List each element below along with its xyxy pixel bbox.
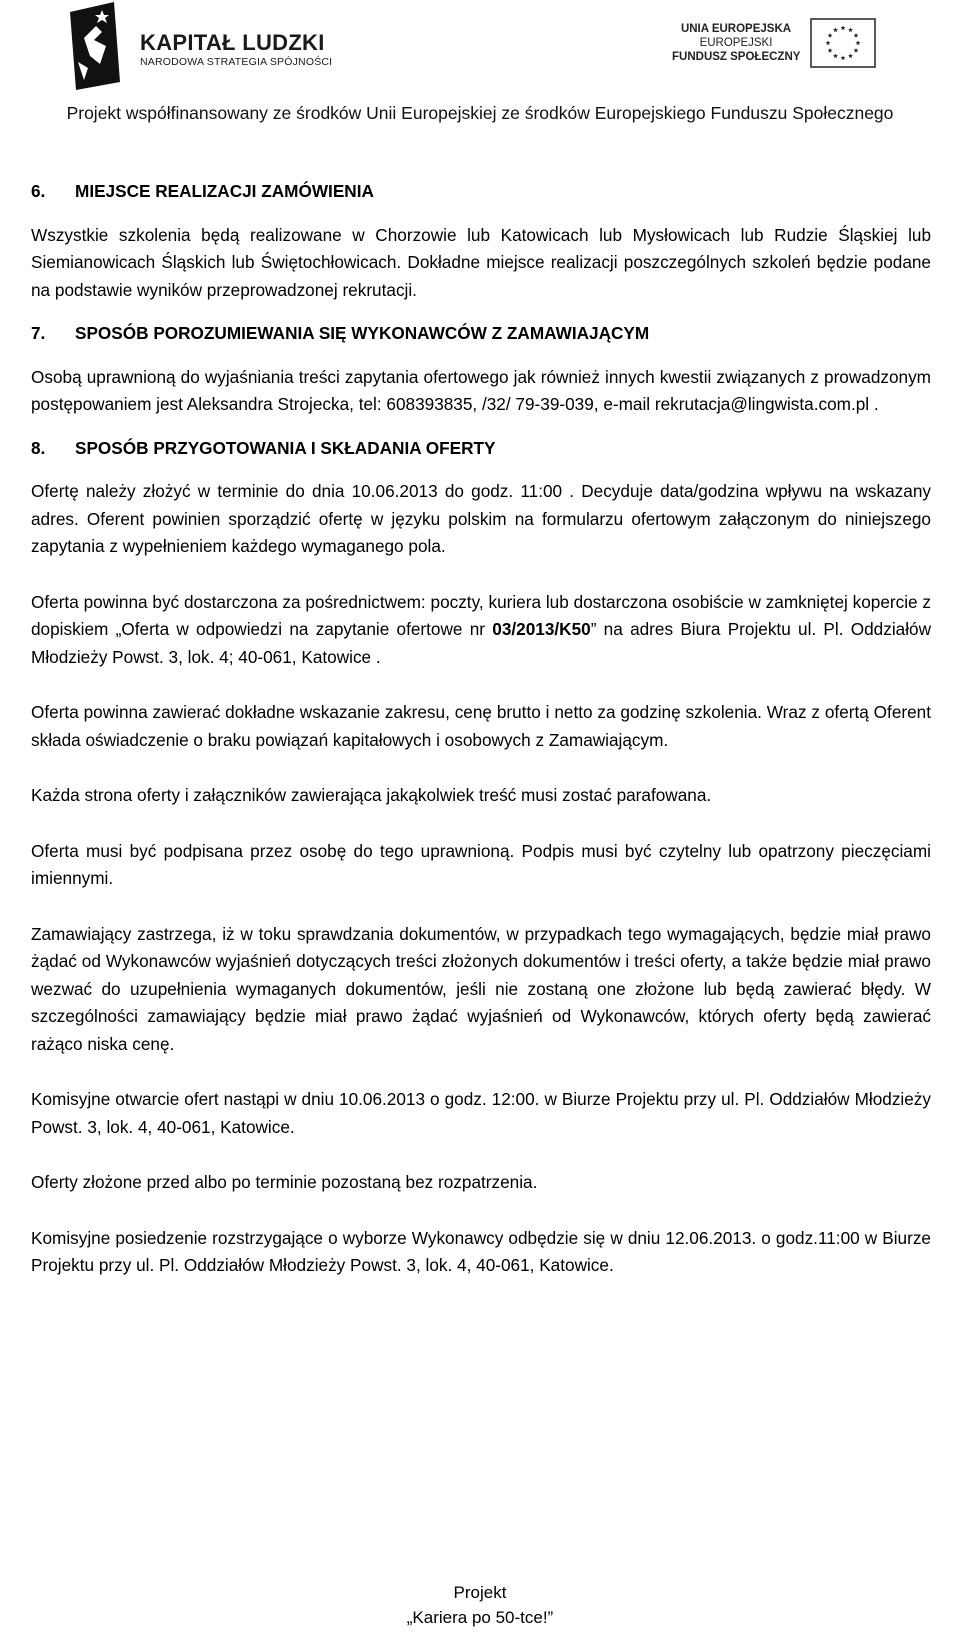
paragraph: Komisyjne posiedzenie rozstrzygające o wyborze Wykonawcy odbędzie się w dniu 12.06.2013. o godz.11:00 w Biurze Projektu przy ul. Pl. Oddziałów Młodzieży Powst. 3, lok. 4, 40-061, Katowice. [31, 1227, 931, 1275]
footer-line-2: „Kariera po 50-tce!” [406, 1608, 554, 1627]
paragraph: Każda strona oferty i załączników zawierająca jakąkolwiek treść musi zostać parafowana. [31, 785, 712, 805]
section-8-heading [31, 435, 931, 463]
eu-flag-icon [810, 18, 876, 68]
text-run: ” na adres Biura Projektu ul. Pl. Oddziałów Młodzieży Powst. 3, lok. 4; 40-061, Katowice . [31, 619, 931, 667]
eu-line-1: UNIA EUROPEJSKA [680, 23, 792, 35]
paragraph: Oferta musi być podpisana przez osobę do tego uprawnioną. Podpis musi być czytelny lub opatrzony pieczęciami imiennymi. [31, 840, 931, 888]
section-number: 6. [31, 181, 46, 201]
paragraph: Wszystkie szkolenia będą realizowane w Chorzowie lub Katowicach lub Mysłowicach lub Rudzie Śląskiej lub Siemianowicach Śląskich lub Świętochłowicach. Dokładne miejsce realizacji poszczególnych szkoleń będzie podane na podstawie wyników przeprowadzonej rekrutacji. [31, 224, 931, 300]
section-title: SPOSÓB POROZUMIEWANIA SIĘ WYKONAWCÓW Z ZAMAWIAJĄCYM [75, 323, 650, 343]
section-number: 7. [31, 323, 46, 343]
eu-logo [672, 18, 897, 78]
section-number: 8. [31, 437, 46, 458]
kapital-ludzki-emblem-icon [66, 2, 124, 90]
text-run: Oferta powinna być dostarczona za pośrednictwem: poczty, kuriera lub dostarczona osobiście w zamkniętej kopercie z dopiskiem „Oferta w odpowiedzi na zapytanie ofertowe nr [31, 591, 931, 639]
footer-line-1: Projekt [453, 1583, 507, 1602]
paragraph: Oferty złożone przed albo po terminie pozostaną bez rozpatrzenia. [31, 1172, 538, 1192]
document-body [31, 178, 931, 1280]
eu-line-2: EUROPEJSKI [699, 37, 773, 49]
eu-logo-text [672, 22, 800, 64]
page-footer [0, 1580, 960, 1630]
cofinancing-note: Projekt współfinansowany ze środków Unii Europejskiej ze środków Europejskiego Funduszu Społecznego [66, 103, 894, 123]
paragraph: Osobą uprawnioną do wyjaśniania treści zapytania ofertowego jak również innych kwestii związanych z prowadzonym postępowaniem jest Aleksandra Strojecka, tel: 608393835, /32/ 79-39-039, e-mail rekrutacja@lingwista.com.pl . [31, 366, 931, 414]
paragraph: Ofertę należy złożyć w terminie do dnia 10.06.2013 do godz. 11:00 . Decyduje data/godzina wpływu na wskazany adres. Oferent powinien sporządzić ofertę w języku polskim na formularzu ofertowym załączonym do niniejszego zapytania z wypełnieniem każdego wymaganego pola. [31, 481, 931, 556]
offer-number: 03/2013/K50 [492, 619, 591, 639]
section-7-heading [31, 320, 931, 348]
kapital-ludzki-logo [66, 0, 356, 92]
section-title: SPOSÓB PRZYGOTOWANIA I SKŁADANIA OFERTY [75, 437, 496, 458]
kl-subtitle: NARODOWA STRATEGIA SPÓJNOŚCI [140, 56, 333, 68]
section-6-heading [31, 178, 931, 206]
paragraph [31, 589, 931, 672]
page-header [0, 0, 960, 135]
paragraph: Zamawiający zastrzega, iż w toku sprawdzania dokumentów, w przypadkach tego wymagających, będzie miał prawo żądać od Wykonawców wyjaśnień dotyczących treści złożonych dokumentów i treści oferty, a także będzie miał prawo wezwać do uzupełnienia wymaganych dokumentów, jeśli nie zostaną one złożone lub będą zawierać błędy. W szczególności zamawiający będzie miał prawo żądać wyjaśnień od Wykonawców, których oferty będą zawierać rażąco niska cenę. [31, 923, 931, 1054]
paragraph: Oferta powinna zawierać dokładne wskazanie zakresu, cenę brutto i netto za godzinę szkolenia. Wraz z ofertą Oferent składa oświadczenie o braku powiązań kapitałowych i osobowych z Zamawiającym. [31, 702, 931, 750]
section-title: MIEJSCE REALIZACJI ZAMÓWIENIA [75, 181, 374, 201]
eu-line-3: FUNDUSZ SPOŁECZNY [672, 51, 801, 63]
paragraph: Komisyjne otwarcie ofert nastąpi w dniu 10.06.2013 o godz. 12:00. w Biurze Projektu przy ul. Pl. Oddziałów Młodzieży Powst. 3, lok. 4, 40-061, Katowice. [31, 1089, 931, 1137]
kl-title: KAPITAŁ LUDZKI [140, 30, 325, 55]
